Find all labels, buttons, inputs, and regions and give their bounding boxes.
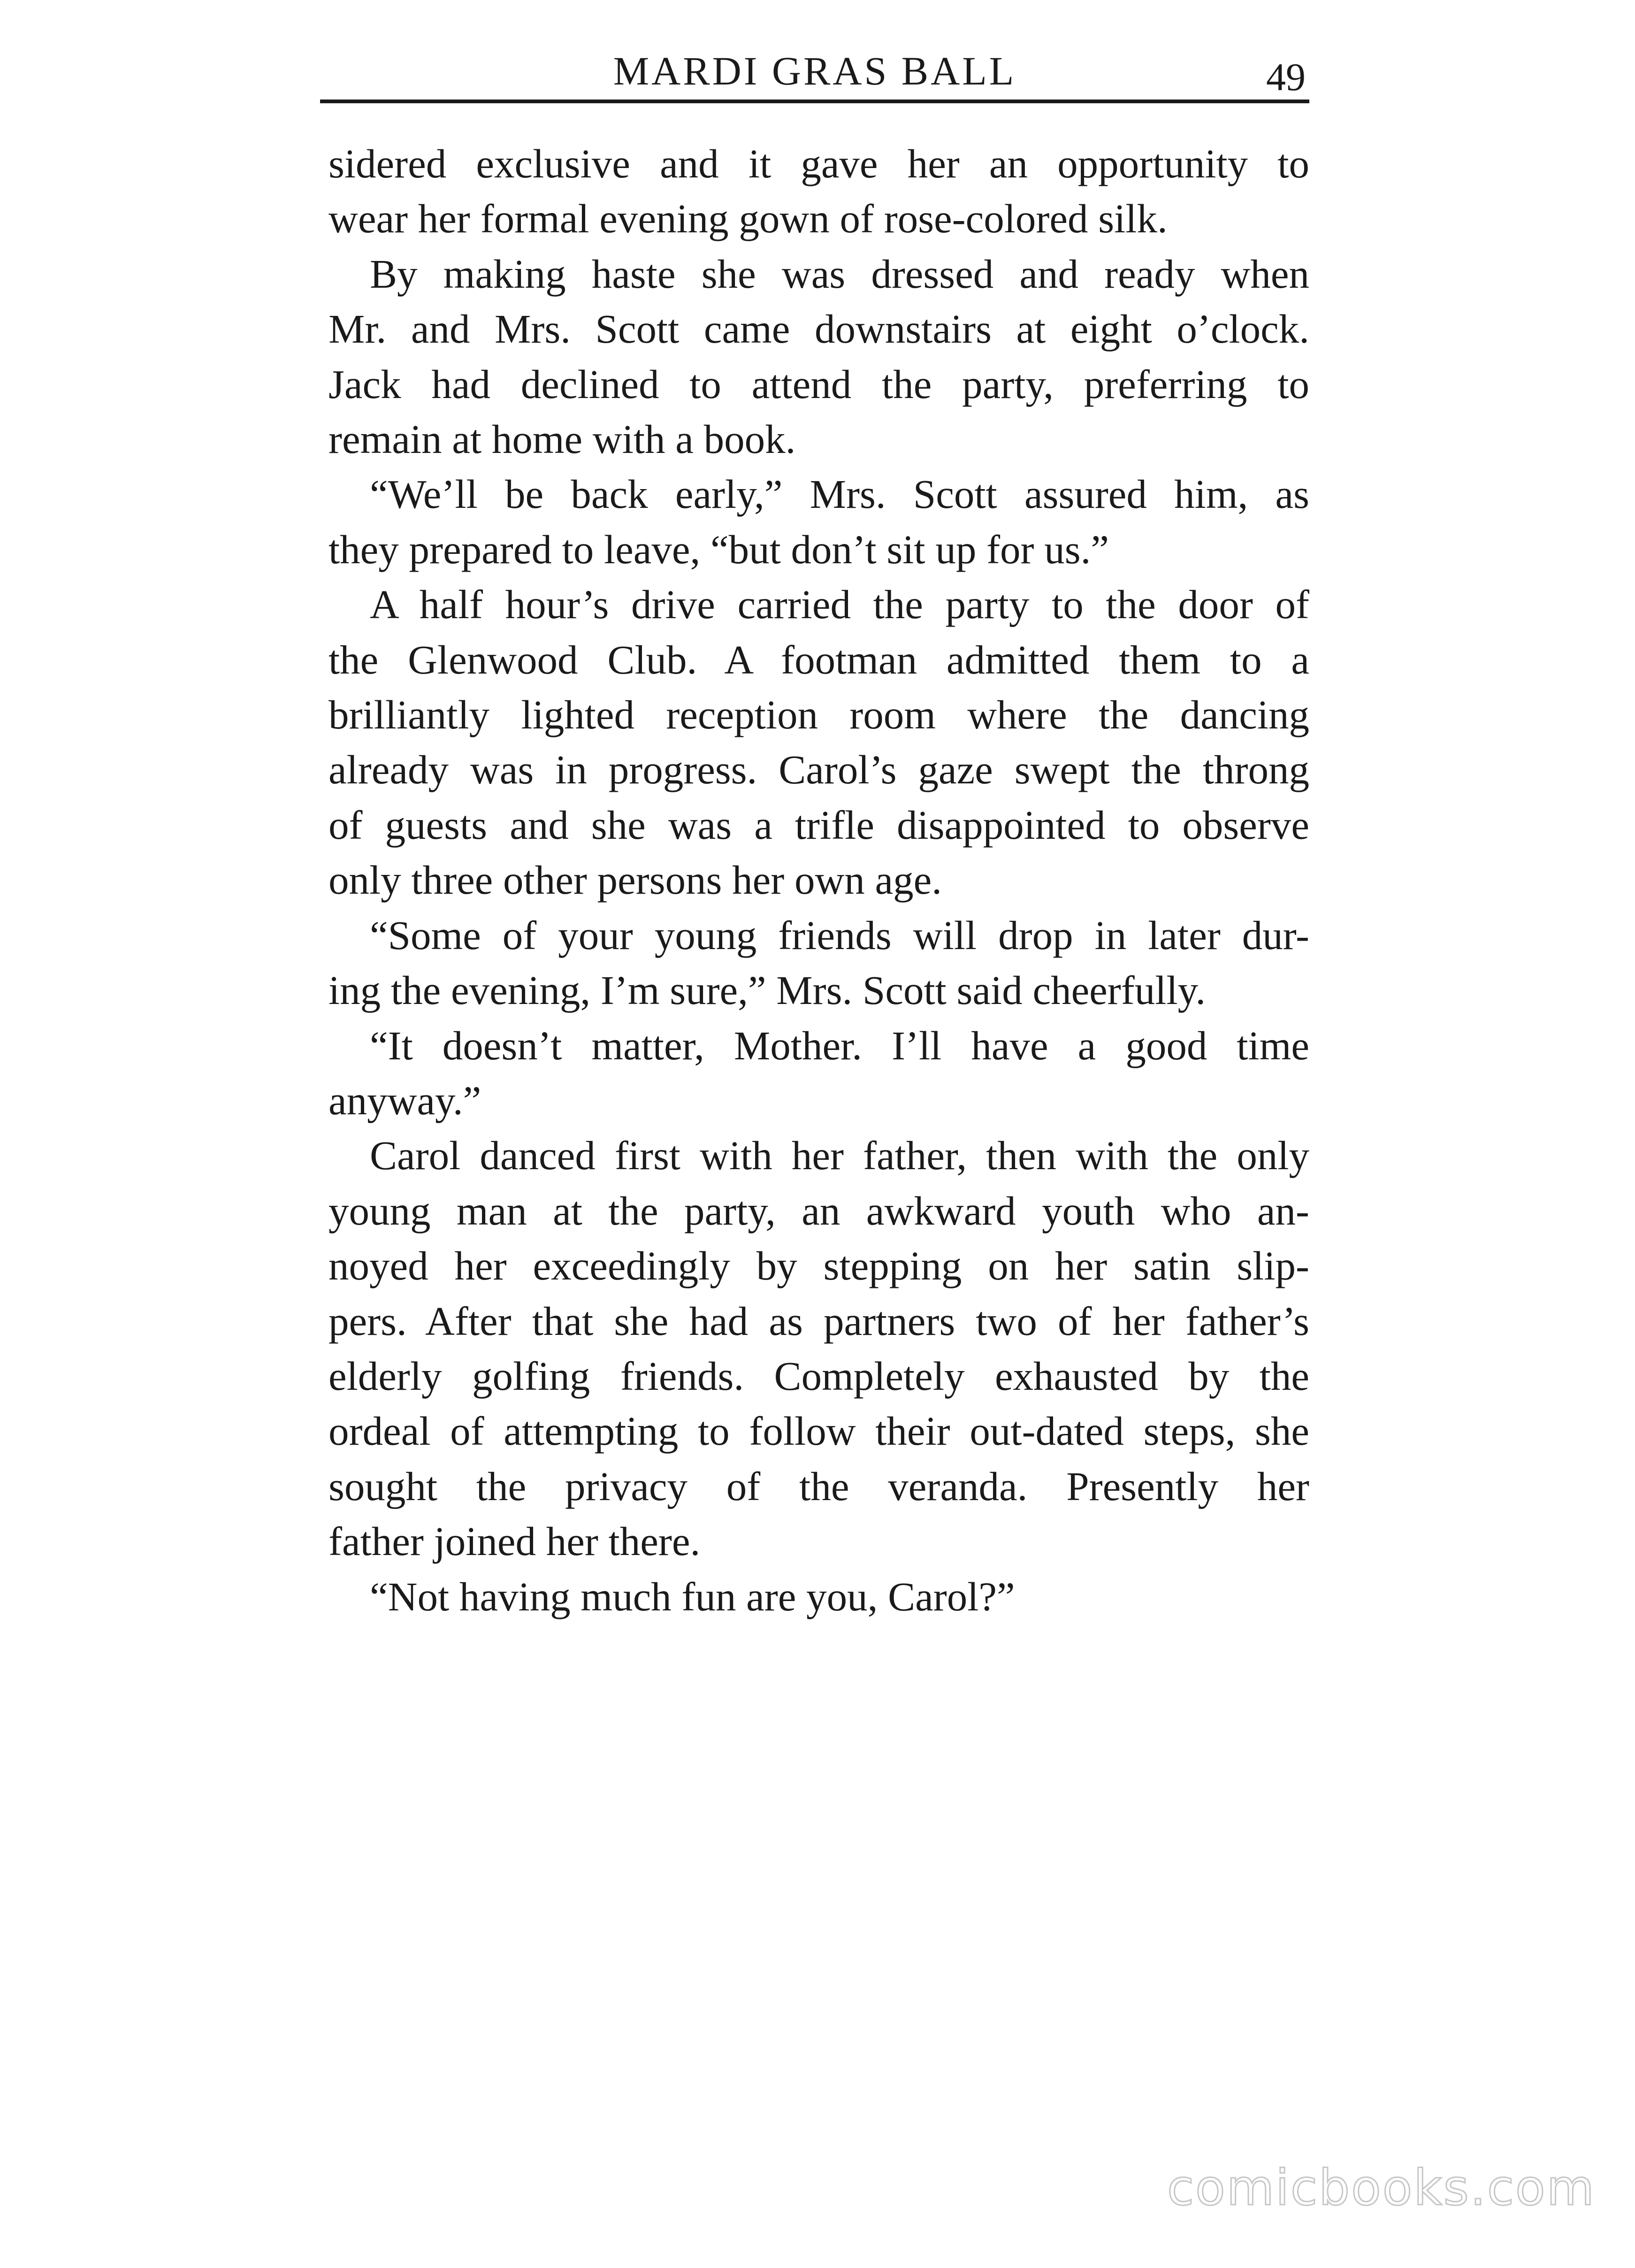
- text-line: sidered exclusive and it gave her an opportunity to: [329, 141, 1309, 186]
- text-line: noyed her exceedingly by stepping on her satin slip-: [329, 1243, 1309, 1289]
- text-line: ordeal of attempting to follow their out-dated steps, she: [329, 1408, 1309, 1454]
- text-line: remain at home with a book.: [329, 416, 796, 462]
- text-line: young man at the party, an awkward youth who an-: [329, 1188, 1309, 1234]
- text-line: only three other persons her own age.: [329, 857, 942, 903]
- text-line: ing the evening, I’m sure,” Mrs. Scott said cheerfully.: [329, 967, 1206, 1013]
- text-line: the Glenwood Club. A footman admitted them to a: [329, 636, 1309, 682]
- page-header: [320, 41, 1309, 103]
- text-line: A half hour’s drive carried the party to the door of: [370, 582, 1309, 628]
- text-line: “Some of your young friends will drop in later dur-: [370, 912, 1309, 958]
- text-line: Carol danced first with her father, then with the only: [370, 1133, 1309, 1179]
- text-line: Jack had declined to attend the party, preferring to: [329, 361, 1309, 407]
- text-line: elderly golfing friends. Completely exhausted by the: [329, 1353, 1309, 1399]
- body-text: [329, 136, 1309, 1624]
- watermark: comicbooks.com: [1167, 2159, 1596, 2216]
- text-line: father joined her there.: [329, 1518, 701, 1564]
- text-line: pers. After that she had as partners two of her father’s: [329, 1298, 1309, 1344]
- text-line: “It doesn’t matter, Mother. I’ll have a good time: [370, 1022, 1309, 1068]
- text-line: brilliantly lighted reception room where the dancing: [329, 692, 1309, 738]
- text-line: Mr. and Mrs. Scott came downstairs at eight o’clock.: [329, 306, 1309, 352]
- running-title: MARDI GRAS BALL: [613, 48, 1016, 93]
- header-rule: [320, 100, 1309, 103]
- page-number: 49: [1266, 55, 1306, 99]
- text-line: By making haste she was dressed and ready when: [370, 251, 1309, 297]
- text-line: sought the privacy of the veranda. Presently her: [329, 1463, 1309, 1509]
- text-line: already was in progress. Carol’s gaze swept the throng: [329, 747, 1309, 793]
- text-line: anyway.”: [329, 1077, 481, 1123]
- text-line: they prepared to leave, “but don’t sit up for us.”: [329, 526, 1109, 572]
- text-line: “Not having much fun are you, Carol?”: [370, 1573, 1015, 1619]
- text-line: wear her formal evening gown of rose-colored silk.: [329, 196, 1168, 242]
- text-line: “We’ll be back early,” Mrs. Scott assured him, as: [370, 471, 1309, 517]
- text-line: of guests and she was a trifle disappointed to observe: [329, 802, 1309, 848]
